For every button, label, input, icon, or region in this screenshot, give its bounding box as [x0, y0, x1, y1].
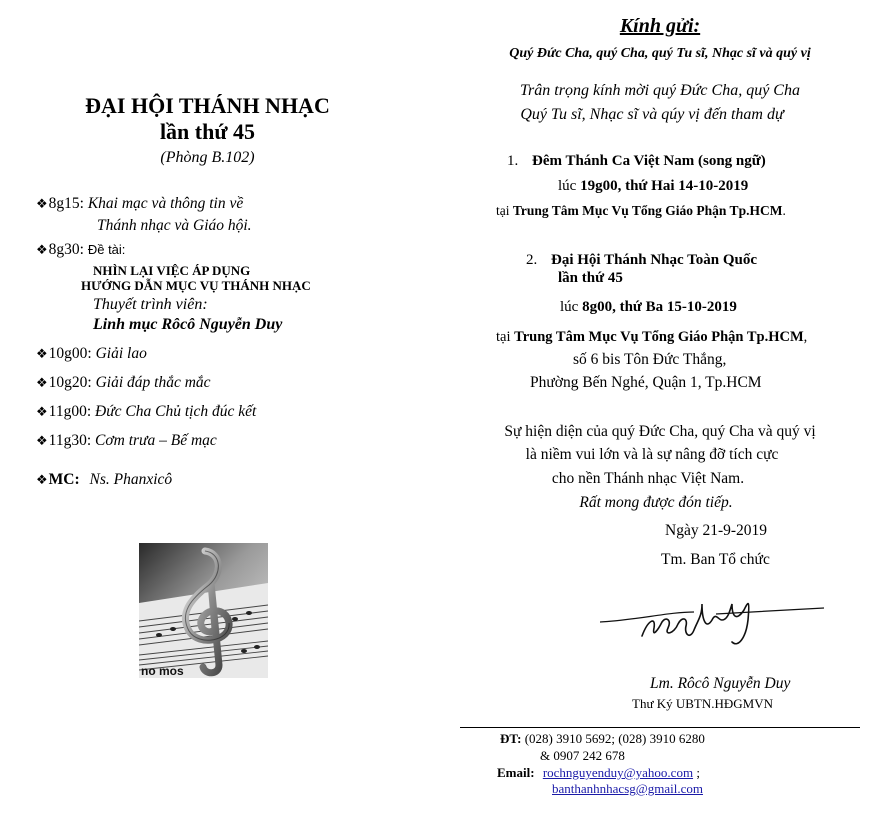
closing-line2: là niềm vui lớn và là sự nâng đỡ tích cực [525, 446, 779, 463]
schedule-time: 11g30 [48, 432, 87, 449]
email-link-1[interactable]: rochnguyenduy@yahoo.com [542, 765, 694, 780]
schedule-text: Khai mạc và thông tin về [87, 195, 244, 212]
schedule-time: 8g30 [48, 241, 80, 258]
signer-title: Thư Ký UBTN.HĐGMVN [632, 696, 774, 711]
closing-line3: cho nền Thánh nhạc Việt Nam. [551, 470, 745, 487]
schedule-text: Giải lao [95, 345, 147, 362]
divider-line [460, 727, 860, 728]
phone-line [500, 731, 705, 747]
bullet-diamond-icon: ❖ [36, 405, 48, 420]
event-title-line1: ĐẠI HỘI THÁNH NHẠC [85, 93, 330, 118]
closing-line1: Sự hiện diện của quý Đức Cha, quý Cha và quý vị [504, 423, 816, 440]
schedule-item-1020: ❖10g20: Giải đáp thắc mắc [36, 374, 211, 391]
event2-title [526, 252, 757, 269]
invite-line2: Quý Tu sĩ, Nhạc sĩ và qúy vị đến tham dự [520, 106, 784, 123]
schedule-time: 10g20 [48, 374, 88, 391]
phone-numbers: (028) 3910 5692; (028) 3910 6280 [524, 731, 705, 746]
bullet-diamond-icon: ❖ [36, 197, 48, 212]
email-label: Email: [497, 765, 535, 780]
topic-line1: NHÌN LẠI VIỆC ÁP DỤNG [93, 263, 251, 278]
treble-clef-sheet-music-icon [139, 543, 268, 678]
event1-time: lúc 19g00, thứ Hai 14-10-2019 [558, 178, 749, 194]
organizer: Tm. Ban Tổ chức [661, 551, 770, 568]
schedule-text: Đức Cha Chủ tịch đúc kết [95, 403, 257, 420]
email-link-2[interactable]: banthanhnhacsg@gmail.com [552, 781, 703, 796]
schedule-item-1100: ❖11g00: Đức Cha Chủ tịch đúc kết [36, 403, 257, 420]
topic-label: Đề tài: [87, 242, 126, 257]
phone-label: ĐT: [500, 731, 522, 746]
event2-time: lúc 8g00, thứ Ba 15-10-2019 [560, 299, 737, 315]
bullet-diamond-icon: ❖ [36, 434, 48, 449]
event1-name: Đêm Thánh Ca Việt Nam (song ngữ) [532, 153, 766, 169]
signature [598, 590, 826, 660]
mc-label: MC: [48, 471, 80, 488]
bullet-diamond-icon: ❖ [36, 243, 48, 258]
room: (Phòng B.102) [160, 149, 255, 166]
schedule-time: 8g15 [48, 195, 80, 212]
letter-date: Ngày 21-9-2019 [665, 522, 768, 539]
email-line-2 [552, 781, 703, 797]
signer-name: Lm. Rôcô Nguyễn Duy [650, 675, 791, 692]
event2-name: Đại Hội Thánh Nhạc Toàn Quốc [551, 252, 758, 268]
event2-name-line2: lần thứ 45 [558, 270, 623, 286]
bullet-diamond-icon: ❖ [36, 347, 48, 362]
bullet-diamond-icon: ❖ [36, 473, 48, 488]
presenter-label: Thuyết trình viên: [93, 296, 208, 313]
closing-line4: Rất mong được đón tiếp. [579, 494, 733, 511]
event1-number: 1. [507, 153, 519, 169]
schedule-item-0815: ❖8g15: Khai mạc và thông tin về [36, 195, 244, 212]
schedule-item-1000: ❖10g00: Giải lao [36, 345, 147, 362]
schedule-text: Giải đáp thắc mắc [95, 374, 211, 391]
email-line: Email: rochnguyenduy@yahoo.com ; [497, 765, 700, 780]
schedule-time: 11g00 [48, 403, 87, 420]
recipients: Quý Đức Cha, quý Cha, quý Tu sĩ, Nhạc sĩ và quý vị [509, 46, 811, 61]
event2-address2: Phường Bến Nghé, Quận 1, Tp.HCM [530, 374, 762, 391]
mc-line [36, 471, 172, 489]
handwritten-signature-icon [598, 590, 826, 660]
event2-place: tại Trung Tâm Mục Vụ Tổng Giáo Phận Tp.HCM, [496, 329, 808, 345]
invite-line1: Trân trọng kính mời quý Đức Cha, quý Cha [520, 82, 800, 99]
schedule-text: Cơm trưa – Bế mạc [95, 432, 217, 449]
music-image [139, 543, 268, 678]
svg-text:no mos: no mos [141, 664, 184, 678]
presenter-name: Linh mục Rôcô Nguyễn Duy [93, 316, 283, 333]
kinh-gui-heading: Kính gửi: [619, 15, 701, 37]
event2-number: 2. [526, 252, 538, 268]
schedule-item-1130: ❖11g30: Cơm trưa – Bế mạc [36, 432, 217, 449]
event-title-line2: lần thứ 45 [159, 119, 256, 144]
event2-address1: số 6 bis Tôn Đức Thắng, [573, 351, 727, 368]
topic-line2: HƯỚNG DẪN MỤC VỤ THÁNH NHẠC [81, 278, 311, 293]
event1-place: tại Trung Tâm Mục Vụ Tổng Giáo Phận Tp.HCM. [496, 203, 786, 218]
schedule-item-0830: ❖8g30: Đề tài: [36, 241, 126, 258]
schedule-time: 10g00 [48, 345, 88, 362]
bullet-diamond-icon: ❖ [36, 376, 48, 391]
mc-name: Ns. Phanxicô [89, 471, 173, 488]
event1-title [507, 153, 766, 170]
mobile-line: & 0907 242 678 [540, 748, 625, 763]
schedule-text-cont: Thánh nhạc và Giáo hội. [97, 217, 252, 234]
event-title [40, 93, 375, 145]
